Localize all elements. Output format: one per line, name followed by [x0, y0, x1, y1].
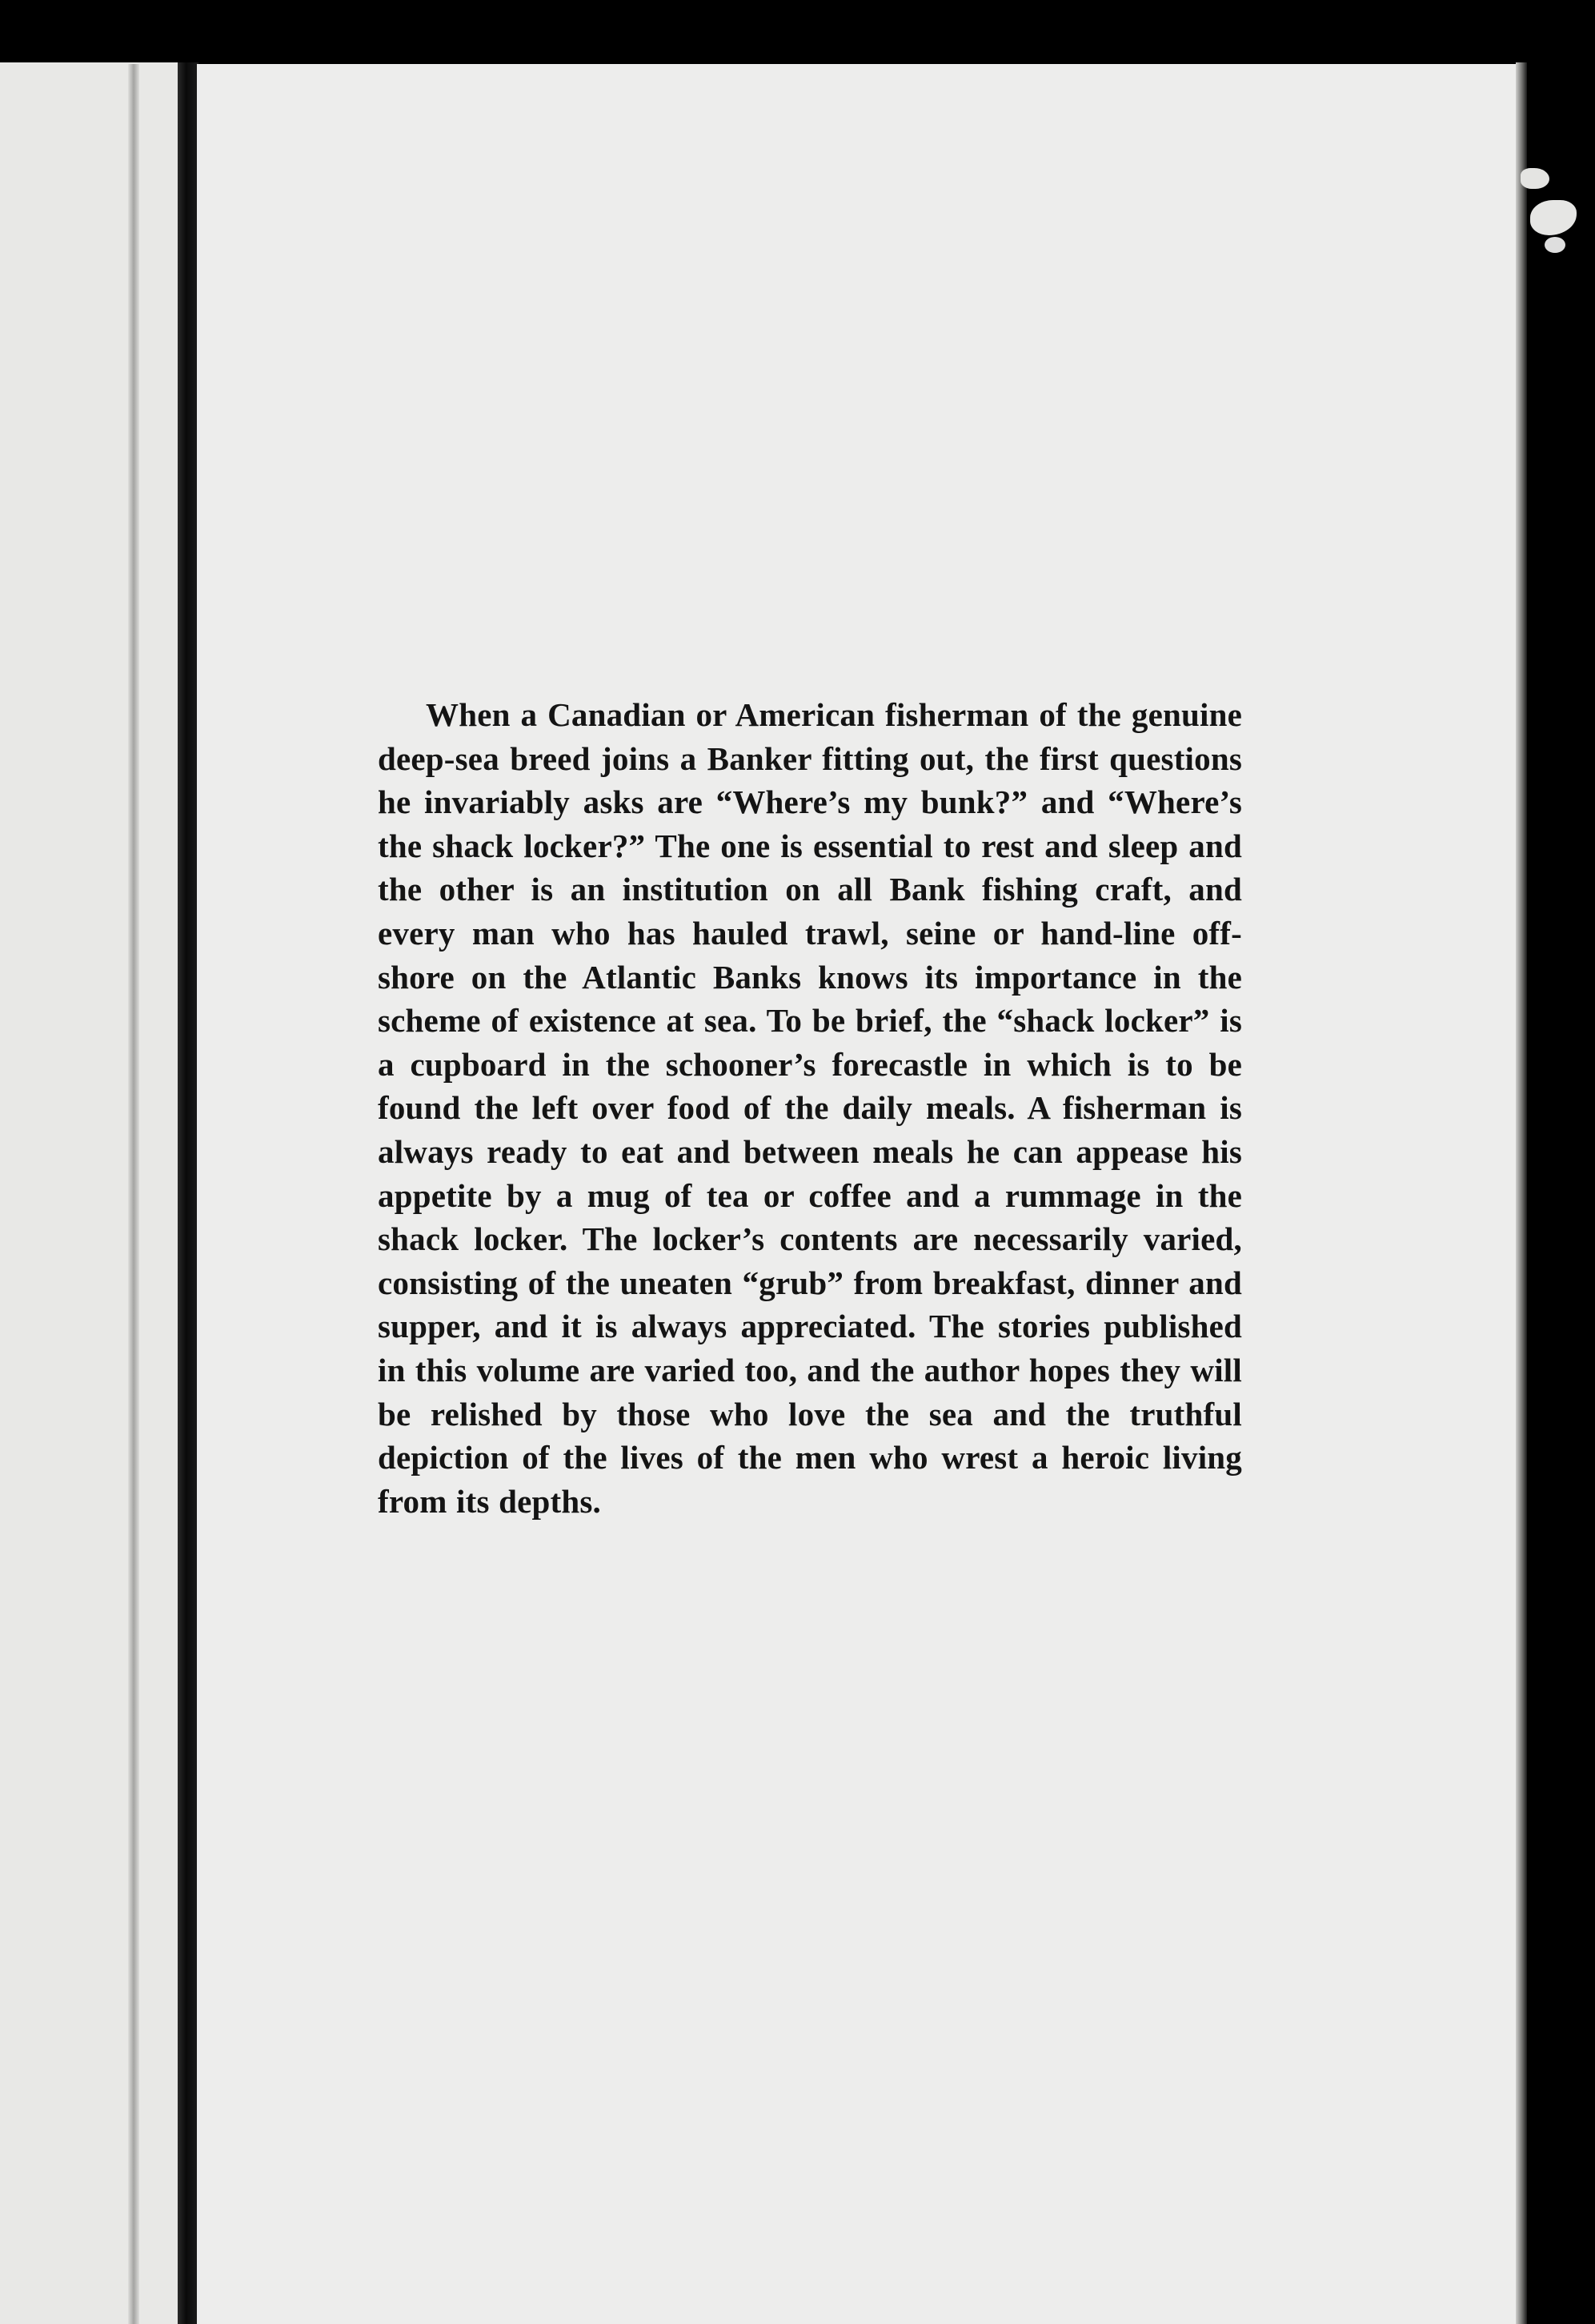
- torn-edge-fragment: [1530, 200, 1577, 235]
- right-page-edge: [1516, 62, 1527, 2324]
- torn-edge-fragment: [1521, 168, 1549, 189]
- preface-paragraph: When a Canadian or American fisherman of the genuine deep-sea breed joins a Banker fitting out, the first questions he invariably asks are “Where’s my bunk?” and “Where’s the shack locker?” The one is essential to rest and sleep and the other is an institution on all Bank fishing craft, and every man who has hauled trawl, seine or hand-line off-shore on the Atlantic Banks knows its importance in the scheme of existence at sea. To be brief, the “shack locker” is a cupboard in the schooner’s forecastle in which is to be found the left over food of the daily meals. A fisherman is always ready to eat and between meals he can appease his appetite by a mug of tea or coffee and a rummage in the shack locker. The locker’s contents are necessarily varied, consisting of the uneaten “grub” from breakfast, dinner and supper, and it is always appreciated. The stories published in this volume are varied too, and the author hopes they will be relished by those who love the sea and the truthful depiction of the lives of the men who wrest a heroic living from its depths.: [378, 696, 1242, 1520]
- left-page-fold: [128, 64, 139, 2324]
- binding-gutter: [178, 62, 198, 2324]
- torn-edge-fragment: [1545, 237, 1565, 253]
- left-page-edge: [0, 62, 186, 2324]
